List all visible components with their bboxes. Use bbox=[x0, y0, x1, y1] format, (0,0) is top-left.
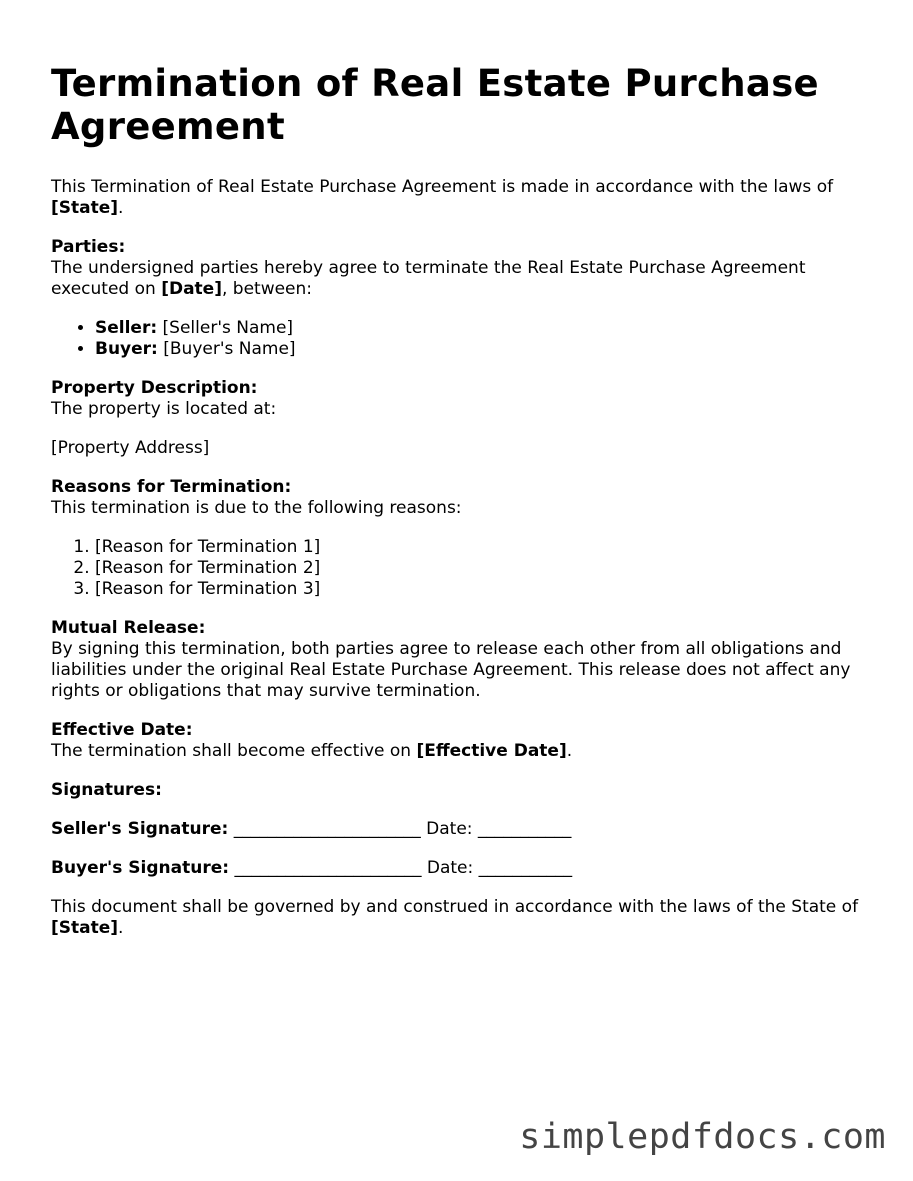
signatures-heading bbox=[51, 780, 871, 801]
buyer-name: [Buyer's Name] bbox=[157, 339, 296, 359]
buyer-date-label: Date: bbox=[426, 858, 479, 878]
property-text: The property is located at: bbox=[51, 399, 277, 419]
reasons-text: This termination is due to the following reasons: bbox=[51, 498, 462, 518]
intro-state: [State] bbox=[51, 198, 119, 218]
parties-text-end: , between: bbox=[221, 279, 313, 299]
reasons-section bbox=[51, 477, 871, 519]
seller-signature-line bbox=[51, 819, 871, 840]
buyer-date-blank: ___________ bbox=[478, 858, 573, 878]
seller-signature-blank: ______________________ bbox=[228, 819, 427, 839]
document-page bbox=[51, 62, 871, 957]
seller-date-label: Date: bbox=[426, 819, 478, 839]
reasons-list bbox=[51, 537, 871, 600]
property-heading: Property Description: bbox=[51, 378, 258, 398]
intro-paragraph bbox=[51, 177, 871, 219]
governing-period: . bbox=[118, 918, 124, 938]
list-item-reason-1: 1. [Reason for Termination 1] bbox=[95, 537, 871, 558]
governing-text: This document shall be governed by and construed in accordance with the laws of the State of bbox=[51, 897, 859, 917]
governing-paragraph bbox=[51, 897, 871, 939]
list-item-seller bbox=[95, 318, 871, 339]
release-section bbox=[51, 618, 871, 702]
parties-text: The undersigned parties hereby agree to terminate the Real Estate Purchase Agreement executed on bbox=[51, 258, 806, 299]
effective-heading: Effective Date: bbox=[51, 720, 193, 740]
signatures-heading-text: Signatures: bbox=[51, 780, 162, 800]
parties-list bbox=[51, 318, 871, 360]
parties-date: [Date] bbox=[161, 279, 222, 299]
intro-period: . bbox=[118, 198, 124, 218]
watermark: simplepdfdocs.com bbox=[519, 1117, 886, 1157]
document-title: Termination of Real Estate Purchase Agreement bbox=[51, 62, 819, 148]
buyer-signature-blank: ______________________ bbox=[229, 858, 427, 878]
buyer-signature-label: Buyer's Signature: bbox=[51, 858, 230, 878]
effective-section bbox=[51, 720, 871, 762]
governing-state: [State] bbox=[51, 918, 119, 938]
parties-section bbox=[51, 237, 871, 300]
effective-date: [Effective Date] bbox=[416, 741, 567, 761]
seller-signature-label: Seller's Signature: bbox=[51, 819, 229, 839]
effective-period: . bbox=[566, 741, 573, 761]
property-address: [Property Address] bbox=[51, 438, 210, 458]
list-item-reason-2: 2. [Reason for Termination 2] bbox=[95, 558, 871, 579]
list-item-buyer bbox=[95, 339, 871, 360]
release-text: By signing this termination, both parties agree to release each other from all obligations and liabilities under the original Real Estate Purchase Agreement. This release does not affect any rights or obligations that may survive termination. bbox=[51, 639, 851, 701]
reasons-heading: Reasons for Termination: bbox=[51, 477, 292, 497]
release-heading: Mutual Release: bbox=[51, 618, 206, 638]
intro-text: This Termination of Real Estate Purchase Agreement is made in accordance with the laws of bbox=[51, 177, 834, 197]
effective-text: The termination shall become effective on bbox=[51, 741, 417, 761]
buyer-signature-line bbox=[51, 858, 871, 879]
list-item-reason-3: 3. [Reason for Termination 3] bbox=[95, 579, 871, 600]
parties-heading: Parties: bbox=[51, 237, 126, 257]
seller-name: [Seller's Name] bbox=[157, 318, 294, 338]
property-section bbox=[51, 378, 871, 420]
seller-label: Seller: bbox=[95, 318, 158, 338]
seller-date-blank: ___________ bbox=[477, 819, 572, 839]
buyer-label: Buyer: bbox=[95, 339, 158, 359]
